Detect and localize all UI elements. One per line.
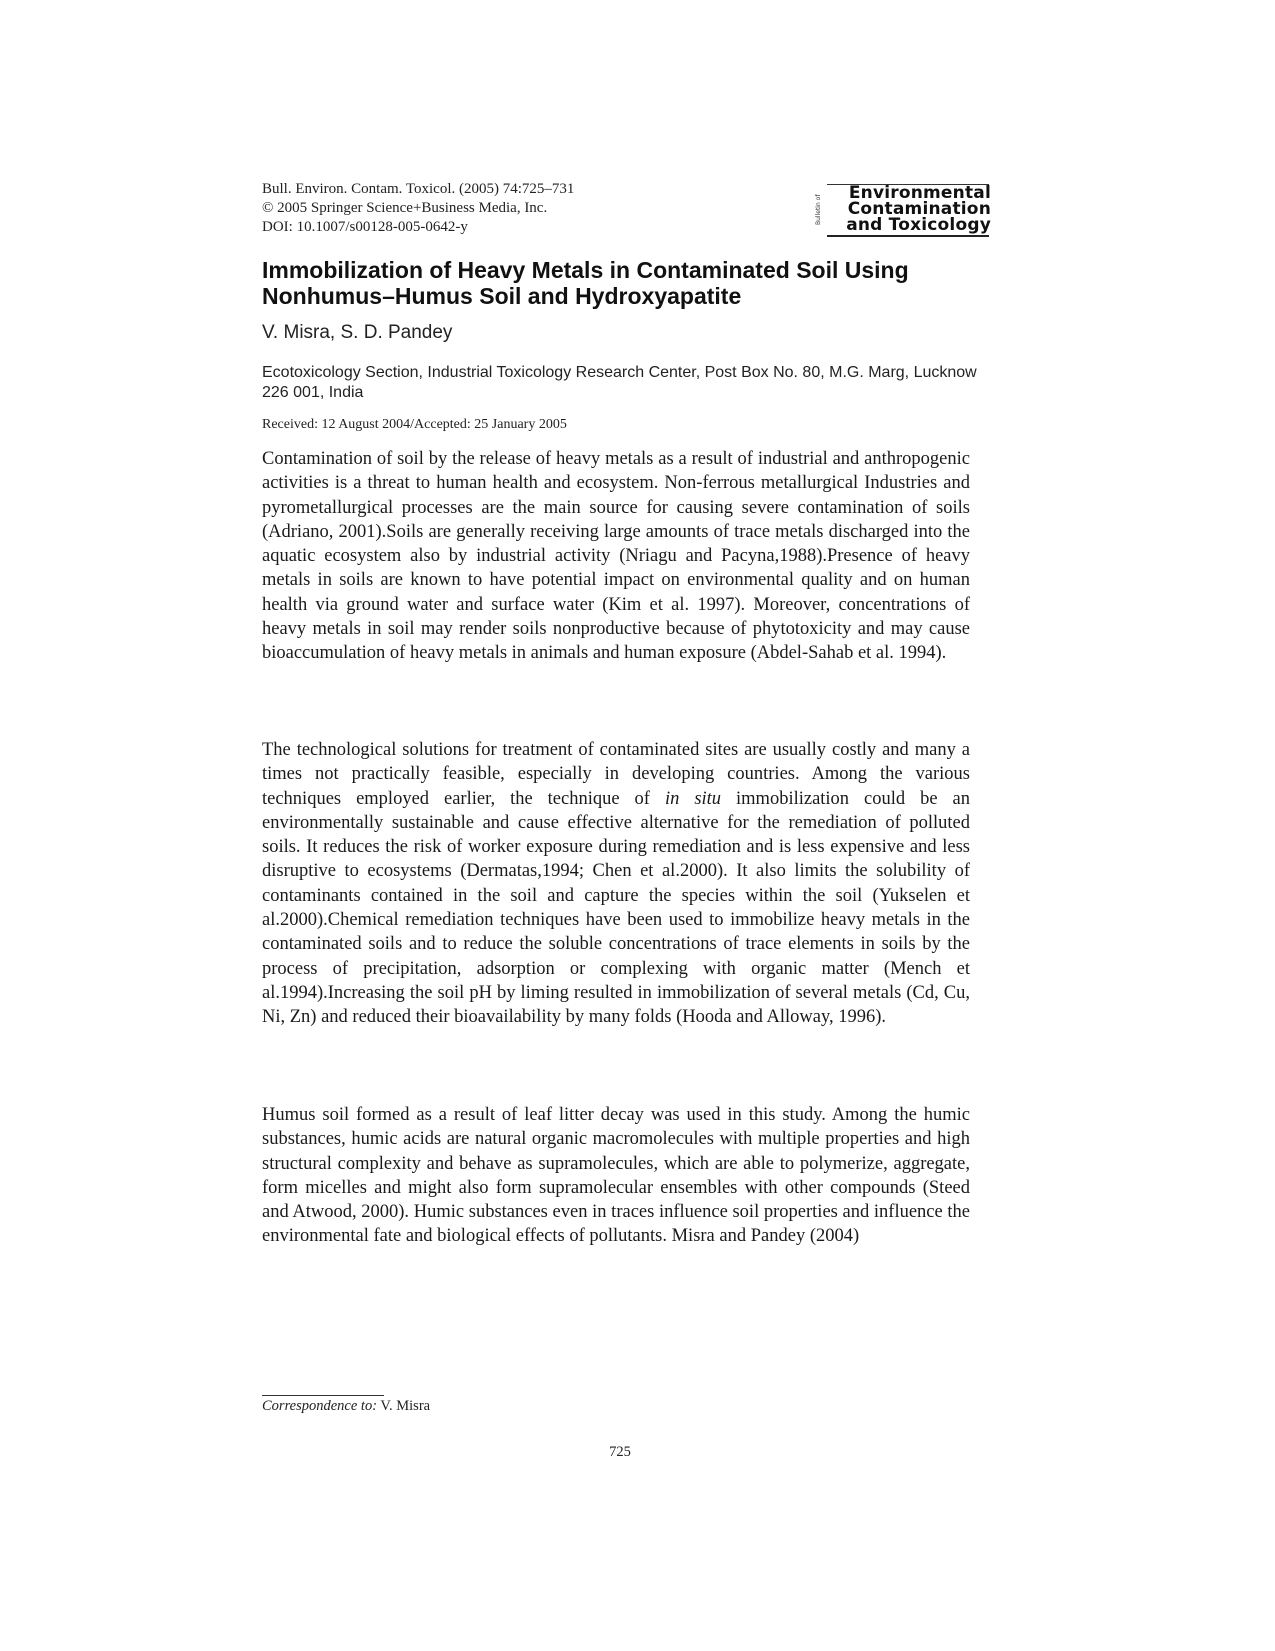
paragraph-2-italic-term: in situ xyxy=(664,788,722,809)
citation-header xyxy=(262,180,682,237)
copyright-line: © 2005 Springer Science+Business Media, Inc. xyxy=(262,200,548,216)
body-paragraph-3: Humus soil formed as a result of leaf litter decay was used in this study. Among the humic substances, humic acids are natural organic macromolecules with multiple properties and high structural complexity and behave as supramolecules, which are able to polymerize, aggregate, form micelles and might also form supramolecular ensembles with other compounds (Steed and Atwood, 2000). Humic substances even in traces influence soil properties and influence the environmental fate and biological effects of pollutants. Misra and Pandey (2004) xyxy=(262,1105,970,1247)
footnote-label: Correspondence to: xyxy=(262,1398,378,1414)
body-paragraph-1: Contamination of soil by the release of heavy metals as a result of industrial and anthropogenic activities is a threat to human health and ecosystem. Non-ferrous metallurgical Industries and pyrometallurgical processes are the main source for causing severe contamination of soils (Adriano, 2001).Soils are generally receiving large amounts of trace metals discharged into the aquatic ecosystem also by industrial activity (Nriagu and Pacyna,1988).Presence of heavy metals in soils are known to have potential impact on environmental quality and on human health via ground water and surface water (Kim et al. 1997). Moreover, concentrations of heavy metals in soil may render soils nonproductive because of phytotoxicity and may cause bioaccumulation of heavy metals in animals and human exposure (Abdel-Sahab et al. 1994). xyxy=(262,449,970,664)
logo-line-3: and Toxicology xyxy=(846,215,991,235)
logo-line-2: Contamination xyxy=(847,199,991,219)
logo-line-1: Environmental xyxy=(848,183,991,203)
doi-line: DOI: 10.1007/s00128-005-0642-y xyxy=(262,219,468,235)
paper-title: Immobilization of Heavy Metals in Contaminated Soil Using Nonhumus–Humus Soil and Hydroxyapatite xyxy=(262,257,909,309)
received-dates: Received: 12 August 2004/Accepted: 25 January 2005 xyxy=(262,417,567,432)
page-number: 725 xyxy=(609,1444,631,1460)
logo-text xyxy=(827,185,991,233)
paragraph-2-text-end: immobilization could be an environmentally sustainable and cause effective alternative for the remediation of polluted soils. It reduces the risk of worker exposure during remediation and is less expensive and less disruptive to ecosystems (Dermatas,1994; Chen et al.2000). It also limits the solubility of contaminants contained in the soil and capture the species within the soil (Yukselen et al.2000).Chemical remediation techniques have been used to immobilize heavy metals in the contaminated soils and to reduce the soluble concentrations of trace elements in soils by the process of precipitation, adsorption or complexing with organic matter (Mench et al.1994).Increasing the soil pH by liming resulted in immobilization of several metals (Cd, Cu, Ni, Zn) and reduced their bioavailability by many folds (Hooda and Alloway, 1996). xyxy=(262,788,970,1028)
footnote-rule xyxy=(262,1395,384,1396)
journal-citation: Bull. Environ. Contam. Toxicol. (2005) 74:725–731 xyxy=(262,181,575,197)
footnote-name: V. Misra xyxy=(377,1398,431,1414)
affiliation: Ecotoxicology Section, Industrial Toxicology Research Center, Post Box No. 80, M.G. Marg, Lucknow 226 001, India xyxy=(262,364,977,401)
journal-logo xyxy=(815,180,991,236)
body-paragraph-2 xyxy=(262,738,970,1030)
authors: V. Misra, S. D. Pandey xyxy=(262,322,453,343)
logo-side-text: Bulletin of xyxy=(815,194,822,226)
logo-bottom-rule xyxy=(827,235,989,237)
correspondence-footnote xyxy=(262,1398,430,1415)
paragraph-2-text-start: The technological solutions for treatment of contaminated sites are usually costly and many a times not practically feasible, especially in developing countries. Among the various techniques employed earlier, the technique of xyxy=(262,740,970,809)
